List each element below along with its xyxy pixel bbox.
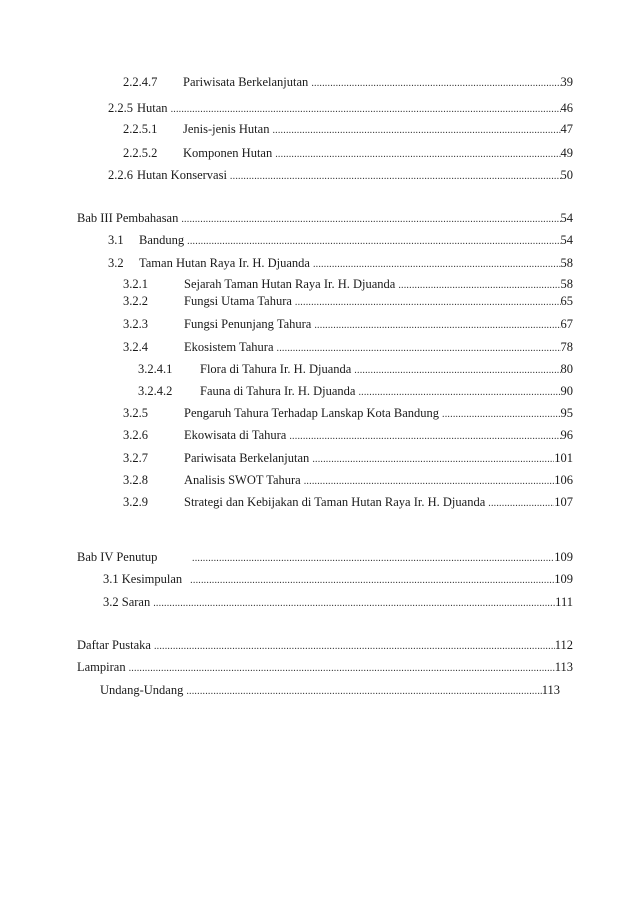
dot-leader	[171, 102, 561, 118]
toc-title: Jenis-jenis Hutan	[183, 122, 270, 136]
toc-entry-saran	[103, 594, 573, 610]
toc-entry-3-2-7	[123, 450, 573, 466]
dot-leader	[186, 684, 541, 700]
toc-number: 3.1	[108, 233, 124, 247]
toc-number: 3.2.2	[123, 294, 148, 308]
toc-title: Hutan Konservasi	[137, 168, 227, 182]
toc-page-number: 96	[560, 428, 573, 442]
toc-entry-3-2-3	[123, 316, 573, 332]
toc-page-number: 101	[554, 451, 573, 465]
toc-page-number: 78	[560, 340, 573, 354]
dot-leader	[312, 452, 554, 468]
toc-page-number: 90	[560, 384, 573, 398]
dot-leader	[192, 551, 554, 567]
dot-leader	[311, 76, 560, 92]
toc-page-number: 49	[560, 146, 573, 160]
toc-entry-2-2-4-7	[123, 74, 573, 90]
toc-title: Fungsi Penunjang Tahura	[184, 317, 312, 331]
toc-page-number: 67	[560, 317, 573, 331]
dot-leader	[153, 596, 555, 612]
toc-title: Daftar Pustaka	[77, 638, 151, 652]
toc-number: 3.2.4	[123, 340, 148, 354]
toc-entry-3-2-9	[123, 494, 573, 510]
toc-page-number: 95	[560, 406, 573, 420]
toc-title: Undang-Undang	[100, 683, 184, 697]
toc-title: Taman Hutan Raya Ir. H. Djuanda	[139, 256, 310, 270]
toc-page-number: 109	[554, 572, 573, 586]
dot-leader	[358, 385, 560, 401]
dot-leader	[181, 212, 560, 228]
dot-leader	[289, 429, 560, 445]
toc-entry-2-2-5-1	[123, 121, 573, 137]
toc-entry-daftar-pustaka	[77, 637, 573, 653]
toc-entry-bab-3	[77, 210, 573, 226]
toc-page-number: 107	[554, 495, 573, 509]
toc-number: 3.2.4.1	[138, 362, 173, 376]
toc-number: 2.2.5.1	[123, 122, 158, 136]
toc-number: 3.2.6	[123, 428, 148, 442]
toc-title: Analisis SWOT Tahura	[184, 473, 301, 487]
toc-page-number: 113	[554, 660, 573, 674]
toc-entry-2-2-6	[108, 167, 573, 183]
toc-title: Pariwisata Berkelanjutan	[183, 75, 309, 89]
toc-entry-2-2-5-2	[123, 145, 573, 161]
toc-number: 2.2.5	[108, 101, 133, 115]
toc-entry-lampiran	[77, 659, 573, 675]
toc-entry-kesimpulan	[103, 571, 573, 587]
toc-page-number: 46	[560, 101, 573, 115]
dot-leader	[129, 661, 555, 677]
toc-entry-undang-undang	[100, 682, 560, 698]
dot-leader	[190, 573, 554, 589]
toc-entry-3-2-5	[123, 405, 573, 421]
toc-entry-3-2-4	[123, 339, 573, 355]
toc-page-number: 65	[560, 294, 573, 308]
toc-page-number: 112	[554, 638, 573, 652]
toc-page-number: 47	[560, 122, 573, 136]
toc-entry-bab-4	[77, 549, 573, 565]
toc-title: Pariwisata Berkelanjutan	[184, 451, 310, 465]
toc-title: Fauna di Tahura Ir. H. Djuanda	[200, 384, 356, 398]
toc-title: Fungsi Utama Tahura	[184, 294, 292, 308]
dot-leader	[304, 474, 555, 490]
toc-entry-3-2-8	[123, 472, 573, 488]
toc-title: Bab IV Penutup	[77, 550, 158, 564]
dot-leader	[272, 123, 560, 139]
dot-leader	[154, 639, 555, 655]
toc-number: 3.2.3	[123, 317, 148, 331]
toc-page-number: 54	[560, 211, 573, 225]
toc-title: Komponen Hutan	[183, 146, 273, 160]
toc-number: 3.2.1	[123, 277, 148, 291]
toc-entry-3-2-4-2	[138, 383, 573, 399]
toc-entry-3-2-6	[123, 427, 573, 443]
toc-page-number: 54	[560, 233, 573, 247]
toc-title: Hutan	[137, 101, 168, 115]
toc-number: 3.2.8	[123, 473, 148, 487]
toc-page-number: 39	[560, 75, 573, 89]
toc-number: 3.2.7	[123, 451, 148, 465]
toc-entry-3-2-2	[123, 293, 573, 309]
toc-title: Sejarah Taman Hutan Raya Ir. H. Djuanda	[184, 277, 396, 291]
dot-leader	[230, 169, 561, 185]
dot-leader	[187, 234, 560, 250]
toc-number: 2.2.6	[108, 168, 133, 182]
toc-page-number: 113	[541, 683, 560, 697]
toc-number: 2.2.5.2	[123, 146, 158, 160]
toc-number: 3.2.4.2	[138, 384, 173, 398]
toc-entry-3-2	[108, 255, 573, 271]
toc-entry-2-2-5	[108, 100, 573, 116]
toc-title: Ekowisata di Tahura	[184, 428, 287, 442]
dot-leader	[442, 407, 560, 423]
toc-title: Ekosistem Tahura	[184, 340, 274, 354]
toc-page-number: 109	[554, 550, 573, 564]
toc-page-number: 106	[554, 473, 573, 487]
toc-title: 3.2 Saran	[103, 595, 151, 609]
toc-title: Flora di Tahura Ir. H. Djuanda	[200, 362, 352, 376]
dot-leader	[277, 341, 561, 357]
dot-leader	[313, 257, 561, 273]
toc-entry-3-2-1	[123, 276, 573, 292]
dot-leader	[314, 318, 560, 334]
toc-number: 2.2.4.7	[123, 75, 158, 89]
toc-page-number: 50	[560, 168, 573, 182]
toc-title: Bab III Pembahasan	[77, 211, 179, 225]
toc-entry-3-1	[108, 232, 573, 248]
toc-number: 3.2.9	[123, 495, 148, 509]
dot-leader	[275, 147, 560, 163]
dot-leader	[488, 496, 554, 512]
toc-title: Pengaruh Tahura Terhadap Lanskap Kota Bandung	[184, 406, 440, 420]
toc-entry-3-2-4-1	[138, 361, 573, 377]
dot-leader	[354, 363, 560, 379]
toc-title: Lampiran	[77, 660, 126, 674]
dot-leader	[295, 295, 561, 311]
toc-title: Strategi dan Kebijakan di Taman Hutan Raya Ir. H. Djuanda	[184, 495, 486, 509]
toc-number: 3.2	[108, 256, 124, 270]
dot-leader	[398, 278, 560, 294]
toc-page-number: 80	[560, 362, 573, 376]
toc-page-number: 58	[560, 277, 573, 291]
toc-page-number: 111	[555, 595, 573, 609]
toc-title: 3.1 Kesimpulan	[103, 572, 183, 586]
toc-number: 3.2.5	[123, 406, 148, 420]
toc-page-number: 58	[560, 256, 573, 270]
toc-title: Bandung	[139, 233, 185, 247]
